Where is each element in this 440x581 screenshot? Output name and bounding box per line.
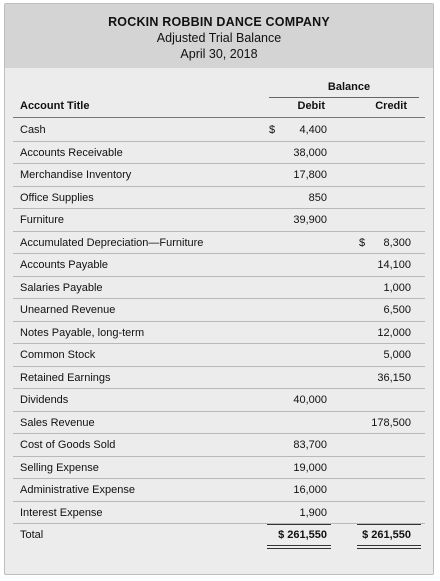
- account-name: Office Supplies: [20, 191, 94, 204]
- table-row: [13, 254, 425, 277]
- total-row: [13, 524, 425, 548]
- debit-dollar-sign: $: [269, 124, 276, 136]
- table-row: [13, 119, 425, 142]
- credit-amount: 6,500: [383, 304, 411, 316]
- table-row: [13, 209, 425, 232]
- balance-underline: [269, 97, 419, 98]
- debit-amount: 850: [308, 191, 327, 204]
- credit-amount: 1,000: [383, 281, 411, 294]
- credit-amount: 14,100: [377, 259, 411, 271]
- credit-amount: 5,000: [383, 349, 411, 361]
- trial-balance-sheet: [4, 3, 434, 575]
- table-row: [13, 164, 425, 187]
- account-name: Interest Expense: [20, 506, 103, 519]
- debit-amount: 38,000: [293, 146, 327, 159]
- table-row: [13, 479, 425, 502]
- account-name: Unearned Revenue: [20, 304, 116, 316]
- debit-amount: 19,000: [293, 461, 327, 474]
- report-date: April 30, 2018: [180, 47, 258, 61]
- table-row: [13, 502, 425, 525]
- company-name: ROCKIN ROBBIN DANCE COMPANY: [108, 15, 330, 29]
- account-name: Dividends: [20, 394, 69, 406]
- account-name: Sales Revenue: [20, 416, 95, 429]
- table-row: [13, 322, 425, 345]
- credit-header: Credit: [375, 100, 407, 112]
- account-title-header: Account Title: [20, 100, 90, 112]
- credit-amount: 8,300: [383, 236, 411, 249]
- table-row: [13, 277, 425, 300]
- table-row: [13, 299, 425, 322]
- credit-amount: 178,500: [371, 416, 411, 429]
- table-row: [13, 389, 425, 412]
- table-row: [13, 434, 425, 457]
- table-row: [13, 412, 425, 435]
- table-row: [13, 367, 425, 390]
- account-rows: [13, 119, 425, 548]
- debit-header: Debit: [297, 100, 325, 112]
- table-row: [13, 232, 425, 255]
- table-row: [13, 187, 425, 210]
- debit-amount: 17,800: [293, 169, 327, 181]
- account-name: Selling Expense: [20, 461, 99, 474]
- balance-header: Balance: [327, 81, 371, 93]
- table-row: [13, 142, 425, 165]
- credit-amount: 12,000: [377, 326, 411, 339]
- table-row: [13, 344, 425, 367]
- account-name: Merchandise Inventory: [20, 169, 132, 181]
- debit-double-underline: [267, 545, 331, 549]
- debit-amount: 39,900: [293, 214, 327, 226]
- debit-amount: 4,400: [299, 124, 327, 136]
- debit-amount: 16,000: [293, 484, 327, 496]
- debit-sum-line: [267, 524, 331, 525]
- total-debit: $ 261,550: [278, 529, 327, 541]
- account-name: Salaries Payable: [20, 281, 103, 294]
- credit-dollar-sign: $: [359, 236, 366, 249]
- report-header: [5, 4, 433, 68]
- total-label: Total: [20, 529, 44, 541]
- account-name: Notes Payable, long-term: [20, 326, 145, 339]
- account-name: Accumulated Depreciation—Furniture: [20, 236, 204, 249]
- report-title: Adjusted Trial Balance: [156, 31, 282, 45]
- account-name: Retained Earnings: [20, 371, 111, 384]
- account-name: Administrative Expense: [20, 484, 135, 496]
- account-name: Accounts Payable: [20, 259, 109, 271]
- debit-amount: 83,700: [293, 439, 327, 451]
- debit-amount: 1,900: [299, 506, 327, 519]
- table-row: [13, 457, 425, 480]
- account-name: Cash: [20, 124, 46, 136]
- credit-amount: 36,150: [377, 371, 411, 384]
- account-name: Furniture: [20, 214, 65, 226]
- credit-sum-line: [357, 524, 421, 525]
- total-credit: $ 261,550: [362, 529, 411, 541]
- header-divider: [13, 117, 425, 118]
- account-name: Accounts Receivable: [20, 146, 123, 159]
- debit-amount: 40,000: [293, 394, 327, 406]
- account-name: Common Stock: [20, 349, 96, 361]
- account-name: Cost of Goods Sold: [20, 439, 116, 451]
- credit-double-underline: [357, 545, 421, 549]
